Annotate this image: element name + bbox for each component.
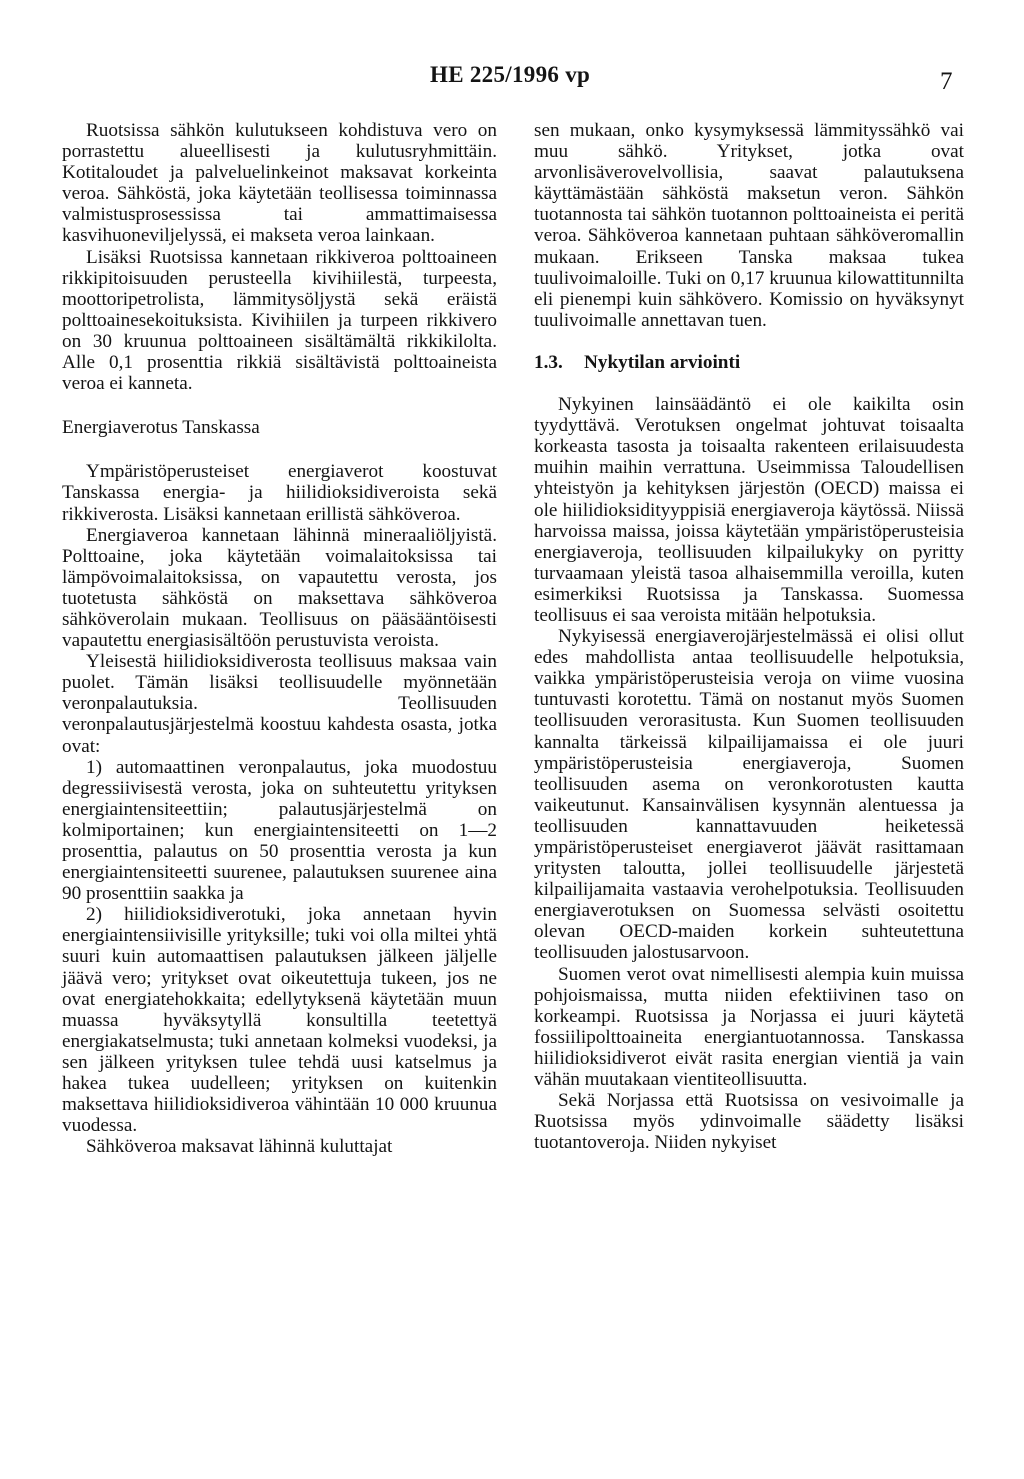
paragraph-sweden-electricity-tax: Ruotsissa sähkön kulutukseen kohdistuva vero on porrastettu alueellisesti ja kulutusryhmittäin. Kotitaloudet ja palveluelinkeinot maksavat korkeinta veroa. Sähköstä, joka käytetään teollisessa toiminnassa valmistusprosessissa tai ammattimaisessa kasvihuoneviljelyssä, ei makseta veroa lainkaan.	[62, 120, 497, 247]
subheading-denmark: Energiaverotus Tanskassa	[62, 417, 260, 439]
paragraph-electricity-tax-continued: sen mukaan, onko kysymyksessä lämmityssähkö vai muu sähkö. Yritykset, jotka ovat arvonlisäverovelvollisia, saavat palautuksena käyttämästään sähköstä maksetun veron. Sähkön tuotannosta tai sähkön tuotannon polttoaineista ei peritä veroa. Sähköveroa kannetaan puhtaan sähköveromallin mukaan. Erikseen Tanska maksaa tukea tuulivoimaloille. Tuki on 0,17 kruunua kilowattitunnilta eli pienempi kuin sähkövero. Komissio on hyväksynyt tuulivoimalle annettavan tuen.	[534, 120, 964, 331]
paragraph-co2-tax-industry: Yleisestä hiilidioksidiverosta teollisuus maksaa vain puolet. Tämän lisäksi teollisuudelle myönnetään veronpalautuksia. Teollisuuden veronpalautusjärjestelmä koostuu kahdesta osasta, jotka ovat:	[62, 651, 497, 757]
paragraph-denmark-energy-taxes: Ympäristöperusteiset energiaverot koostuvat Tanskassa energia- ja hiilidioksidiveroista sekä rikkiverosta. Lisäksi kannetaan erillistä sähköveroa.	[62, 461, 497, 525]
paragraph-production-taxes: Sekä Norjassa että Ruotsissa on vesivoimalle ja Ruotsissa myös ydinvoimalle säädetty lisäksi tuotantoveroja. Niiden nykyiset	[534, 1090, 964, 1154]
left-column	[62, 120, 497, 1157]
page-number: 7	[940, 68, 953, 95]
list-item-co2-tax-support: 2) hiilidioksidiverotuki, joka annetaan hyvin energiaintensiivisille yrityksille; tuki voi olla miltei yhtä suuri kuin automaattisen palautuksen jälkeen jäljelle jäävä vero; yritykset ovat oikeutettuja tukeen, jos ne ovat energiatehokkaita; edellytyksenä käytetään muun muassa hyväksytyllä konsultilla teetettyä energiakatselmusta; tuki annetaan kolmeksi vuodeksi, ja sen jälkeen yrityksen tulee tehdä uusi katselmus ja hakea tukea uudelleen; yrityksen on kuitenkin maksettava hiilidioksidiveroa vähintään 10 000 kruunua vuodessa.	[62, 904, 497, 1137]
section-title: Nykytilan arviointi	[584, 351, 741, 373]
paragraph-current-legislation: Nykyinen lainsäädäntö ei ole kaikilta osin tyydyttävä. Verotuksen ongelmat johtuvat toisaalta korkeasta tasosta ja toisaalta rakenteen erilaisuudesta muihin maihin verrattuna. Useimmissa Taloudellisen yhteistyön ja kehityksen järjestön (OECD) maissa ei ole hiilidioksidityyppisiä energiaveroja käytössä. Niissä harvoissa maissa, joissa käytetään ympäristöperusteisia energiaveroja, teollisuuden kilpailukyky on pyritty turvaamaan yleistä tasoa alhaisemmilla veroilla, kuten esimerkiksi Ruotsissa ja Tanskassa. Suomessa teollisuus ei saa veroista mitään helpotuksia.	[534, 394, 964, 626]
section-heading	[534, 352, 964, 373]
page-header	[0, 62, 1024, 102]
paragraph-mineral-oils: Energiaveroa kannetaan lähinnä mineraaliöljyistä. Polttoaine, joka käytetään voimalaitoksissa tai lämpövoimalaitoksissa, on vapautettu verosta, jos tuotetusta sähköstä on maksettava sähköveroa sähköverolain mukaan. Teollisuus on pääsääntöisesti vapautettu energiasisältöön perustuvista veroista.	[62, 524, 497, 652]
section-number: 1.3.	[534, 351, 563, 373]
list-item-automatic-refund: 1) automaattinen veronpalautus, joka muodostuu degressiivisestä verosta, joka on suhteutettu yrityksen energiaintensiteettiin; palautusjärjestelmä on kolmiportainen; kun energiaintensiteetti on 1—2 prosenttia, palautus on 50 prosenttia verosta ja kun energiaintensiteetti suurenee, palautuksen suurenee aina 90 prosenttiin saakka ja	[62, 756, 497, 905]
right-column	[534, 120, 964, 1153]
paragraph-sweden-sulphur-tax: Lisäksi Ruotsissa kannetaan rikkiveroa polttoaineen rikkipitoisuuden perusteella kivihiilestä, turpeesta, moottoripetrolista, lämmitysöljystä sekä eräistä polttoainesekoituksista. Kivihiilen ja turpeen rikkivero on 30 kruunua polttoaineen sisältämältä rikkikilolta. Alle 0,1 prosenttia rikkiä sisältävistä polttoaineista veroa ei kanneta.	[62, 246, 497, 395]
paragraph-electricity-tax-consumers: Sähköveroa maksavat lähinnä kuluttajat	[86, 1136, 393, 1158]
paragraph-nordic-comparison: Suomen verot ovat nimellisesti alempia kuin muissa pohjoismaissa, mutta niiden efektiivinen taso on korkeampi. Ruotsissa ja Norjassa ei juuri käytetä fossiilipolttoaineita energiantuotannossa. Tanskassa hiilidioksidiverot eivät rasita energian vientiä ja vain vähän muutakaan vientiteollisuutta.	[534, 963, 964, 1091]
paragraph-current-energy-tax-system: Nykyisessä energiaverojärjestelmässä ei olisi ollut edes mahdollista antaa teollisuudelle helpotuksia, vaikka ympäristöperusteisia veroja on viime vuosina tuntuvasti korotettu. Tämä on nostanut myös Suomen teollisuuden verorasitusta. Kun Suomen teollisuuden kannalta tärkeissä kilpailijamaissa ei ole juuri ympäristöperusteisia energiaveroja, Suomen teollisuuden asema on veronkorotusten kautta vaikeutunut. Kansainvälisen kysynnän alentuessa ja teollisuuden kannattavuuden heiketessä ympäristöperusteiset energiaverot jäävät rasittamaan yritysten taloutta, jollei teollisuudelle järjestetä kilpailijamaita vastaavia verohelpotuksia. Teollisuuden energiaverotuksen on Suomessa selvästi osoitettu olevan OECD-maiden korkein suhteutettuna teollisuuden jalostusarvoon.	[534, 626, 964, 964]
document-id: HE 225/1996 vp	[430, 62, 591, 87]
